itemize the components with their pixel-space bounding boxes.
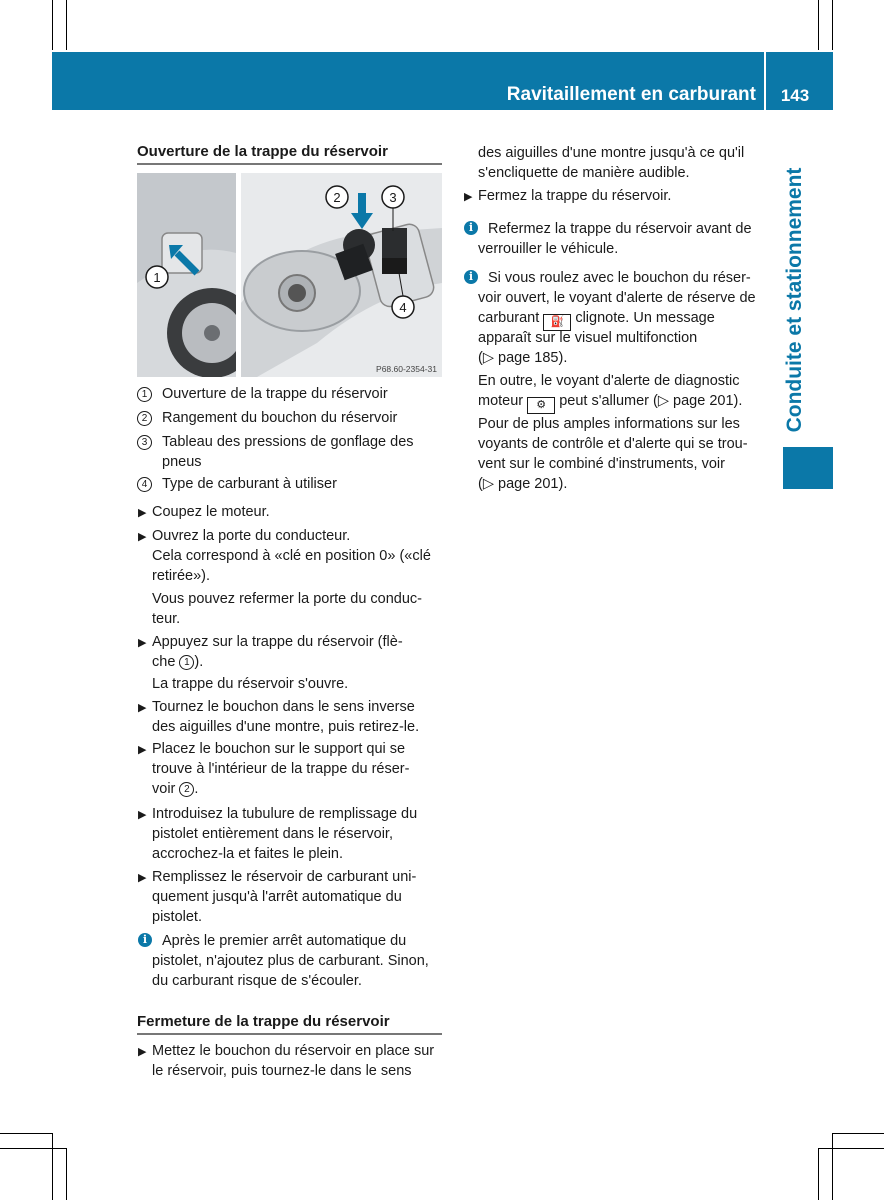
callout-number: 1: [179, 655, 194, 670]
crop-mark: [0, 1148, 66, 1149]
page-number: 143: [780, 86, 810, 105]
info-text: Après le premier arrêt automatique du: [162, 933, 407, 949]
figure-code: P68.60-2354-31: [376, 364, 437, 374]
engine-diagnostic-icon: ⚙: [527, 397, 555, 414]
step-note: Vous pouvez refermer la porte du conduc-: [152, 591, 423, 607]
step-arrow-icon: ▶: [138, 1046, 147, 1058]
step-text: retirée»).: [152, 568, 211, 584]
step-note: teur.: [152, 611, 181, 627]
header-separator: [764, 52, 766, 110]
crop-mark: [66, 0, 67, 50]
callout-number: 2: [179, 782, 194, 797]
crop-mark: [832, 1133, 884, 1134]
step-text: pistolet entièrement dans le réservoir,: [152, 826, 393, 842]
crop-mark: [52, 1133, 53, 1200]
info-text: voir ouvert, le voyant d'alerte de réserve de: [478, 290, 756, 306]
legend-item: 2: [137, 408, 152, 428]
step-text: Introduisez la tubulure de remplissage du: [152, 806, 418, 822]
legend-item: 4: [137, 474, 152, 494]
crop-mark: [832, 1133, 833, 1200]
paragraph: Pour de plus amples informations sur les: [478, 416, 740, 432]
step-text: Placez le bouchon sur le support qui se: [152, 741, 406, 757]
step-text: Coupez le moteur.: [152, 504, 270, 520]
svg-text:3: 3: [389, 190, 397, 205]
page-title: Ravitaillement en carburant: [506, 84, 756, 105]
side-tab-block: [783, 447, 833, 489]
info-text: apparaît sur le visuel multifonction: [478, 330, 698, 346]
step-text: le réservoir, puis tournez-le dans le sens: [152, 1063, 412, 1079]
section-heading-closing: Fermeture de la trappe du réservoir: [137, 1013, 442, 1035]
step-arrow-icon: ▶: [464, 191, 473, 203]
crop-mark: [66, 1148, 67, 1200]
step-result: La trappe du réservoir s'ouvre.: [152, 676, 349, 692]
crop-mark: [818, 1148, 819, 1200]
step-text: des aiguilles d'une montre, puis retirez-le.: [152, 719, 420, 735]
paragraph: En outre, le voyant d'alerte de diagnostic: [478, 373, 740, 389]
step-arrow-icon: ▶: [138, 637, 147, 649]
paragraph: voyants de contrôle et d'alerte qui se trou-: [478, 436, 748, 452]
step-text: Fermez la trappe du réservoir.: [478, 188, 672, 204]
info-text: verrouiller le véhicule.: [478, 241, 619, 257]
fuel-reserve-warning-icon: ⛽: [543, 314, 571, 331]
step-arrow-icon: ▶: [138, 507, 147, 519]
crop-mark: [818, 0, 819, 50]
step-text: che 1 ).: [152, 654, 204, 670]
page-reference: (▷ page 201).: [478, 476, 568, 492]
crop-mark: [52, 0, 53, 50]
legend-text: Type de carburant à utiliser: [162, 476, 337, 492]
info-icon: i: [464, 221, 478, 235]
step-text: accrochez-la et faites le plein.: [152, 846, 344, 862]
step-arrow-icon: ▶: [138, 744, 147, 756]
step-text: pistolet.: [152, 909, 202, 925]
page-reference: (▷ page 185).: [478, 350, 568, 366]
info-text: pistolet, n'ajoutez plus de carburant. Sinon,: [152, 953, 429, 969]
paragraph: moteur ⚙ peut s'allumer (▷ page 201).: [478, 391, 742, 414]
step-text: Remplissez le réservoir de carburant uni-: [152, 869, 417, 885]
paragraph: vent sur le combiné d'instruments, voir: [478, 456, 725, 472]
svg-text:4: 4: [399, 300, 407, 315]
crop-mark: [832, 0, 833, 50]
side-tab-label: Conduite et stationnement: [783, 167, 806, 433]
step-text: Appuyez sur la trappe du réservoir (flè-: [152, 634, 403, 650]
legend-text: Rangement du bouchon du réservoir: [162, 410, 398, 426]
step-text: quement jusqu'à l'arrêt automatique du: [152, 889, 402, 905]
info-text: Refermez la trappe du réservoir avant de: [488, 221, 752, 237]
step-arrow-icon: ▶: [138, 809, 147, 821]
fuel-flap-illustration: [137, 173, 442, 377]
section-heading-opening: Ouverture de la trappe du réservoir: [137, 143, 442, 165]
step-text: Ouvrez la porte du conducteur.: [152, 528, 351, 544]
step-arrow-icon: ▶: [138, 702, 147, 714]
step-text: voir 2 .: [152, 781, 199, 797]
legend-text: Ouverture de la trappe du réservoir: [162, 386, 388, 402]
step-text: Tournez le bouchon dans le sens inverse: [152, 699, 415, 715]
info-icon: i: [464, 270, 478, 284]
legend-text: Tableau des pressions de gonflage des: [162, 434, 414, 450]
svg-text:2: 2: [333, 190, 341, 205]
svg-text:1: 1: [153, 270, 161, 285]
info-text: carburant ⛽ clignote. Un message: [478, 308, 715, 331]
crop-mark: [0, 1133, 52, 1134]
info-text: du carburant risque de s'écouler.: [152, 973, 362, 989]
step-text: Cela correspond à «clé en position 0» («clé: [152, 548, 431, 564]
step-text: s'encliquette de manière audible.: [478, 165, 690, 181]
legend-text: pneus: [162, 454, 202, 470]
info-icon: i: [138, 933, 152, 947]
step-text: des aiguilles d'une montre jusqu'à ce qu'il: [478, 145, 745, 161]
step-text: trouve à l'intérieur de la trappe du réser-: [152, 761, 410, 777]
step-text: Mettez le bouchon du réservoir en place sur: [152, 1043, 435, 1059]
legend-item: 3: [137, 432, 152, 452]
legend-item: 1: [137, 384, 152, 404]
step-arrow-icon: ▶: [138, 531, 147, 543]
info-text: Si vous roulez avec le bouchon du réser-: [488, 270, 751, 286]
step-arrow-icon: ▶: [138, 872, 147, 884]
crop-mark: [818, 1148, 884, 1149]
